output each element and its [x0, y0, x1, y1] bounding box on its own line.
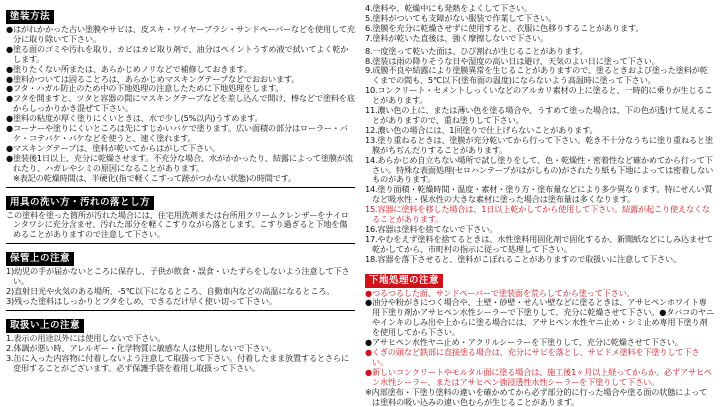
list-text: 塗り重ねるときは、塗膜が充分乾いてから行って下さい。乾き不十分なうちに塗り重ねると塗膜がちぢんだりすることがあります。 — [372, 134, 713, 155]
list-index: 17. — [365, 233, 378, 244]
list-item: ●塗装後1日以上、充分に乾燥させます。不充分な場合、水がかかったり、結露によって塗膜が流れたり、ハガレやシミの原因になることがあります。 — [6, 152, 353, 173]
list-item: この塗料を塗った箇所が汚れた場合には、住宅用洗剤または台所用クリームクレンザーをナイロンタワシに充分含ませ、汚れた部分を軽くこすりながら落とします。こすり過ぎると下地を傷めることがありますので注意して下さい。 — [6, 209, 349, 240]
right-column — [363, 3, 715, 407]
section-coating-notes — [365, 4, 714, 44]
list-index: 18. — [365, 253, 378, 264]
list-item: 5.塗料がついても支障がない服装で作業して下さい。 — [365, 12, 557, 23]
list-item: ●マスキングテープは、塗料が乾いてからはがして下さい。 — [6, 142, 220, 153]
list-text: 一度塗って乾いた面は、ひび割れが生じることがあります。 — [372, 45, 588, 56]
section-storage — [6, 246, 355, 307]
storage-list — [6, 267, 355, 307]
list-item: 2.体調が悪い時、アレルギー・化学物質に敏感な人は使用しないで下さい。 — [6, 342, 277, 353]
list-text: 濃い色の上に、または薄い色を塗る場合や、うすめて塗った場合は、下の色が透けて見えることがありますので、重ね塗りして下さい。 — [372, 105, 713, 125]
list-text: 塗装は雨の降りそうな日や湿度の高い日は避け、天気のよい日に塗って下さい。 — [372, 55, 660, 66]
list-item: 4.塗料や、乾燥中にも発熱をよくして下さい。 — [365, 3, 532, 13]
list-item: ●フタ・ハガル防止のため中の下地処理の注意したために下地処理をします。 — [6, 83, 284, 94]
list-item: ※内部塗布・下塗り塗料の違いを確かめてから必ず部分的に行った場合や塗る面の状態によっては塗料の吸い込みの違い色むらが生じることがあります。 — [365, 386, 708, 407]
list-item: ●塗料かついては固ることろは、あらかじめマスキングテープなどでおおいます。 — [6, 73, 300, 84]
list-item: ●コーナーや塗りにくいところは先にすじかいバケで塗ります。広い面積の部分はローラー・バケ・コテバケ・バケなどを使うと、速く塗れます。 — [6, 123, 348, 143]
list-item: 1.表示の用途以外には使用しないで下さい。 — [6, 332, 166, 343]
list-text: やむをえず塗料を捨てるときは、水性塗料用固化剤で固化するか、新聞紙などにしみ込ませて乾かしてから、市町村の指示に従って処理して下さい。 — [372, 233, 713, 254]
list-item — [365, 66, 714, 86]
list-index: 12. — [365, 124, 378, 135]
coating-method-list — [6, 25, 355, 184]
list-item: ●塗る面のゴミや汚れを取り、カビはカビ取り剤で、油分はペイントうすめ液で拭いてよく乾かします。 — [6, 43, 349, 64]
product-notes-list — [365, 47, 714, 265]
list-item: 2)直射日光や火気のある場所、-5℃以下になるところ、自動車内などの高温になるところ。 — [6, 286, 335, 297]
section-substrate-notes — [365, 268, 714, 407]
list-item — [365, 136, 714, 156]
left-column — [6, 4, 357, 396]
list-item: ●塗りたくない所または、あらかじめノリなどで補修しておきます。 — [6, 63, 252, 74]
list-text: 容器を落下させると、塗料がこぼれることがありますので取扱いに注意して下さい。 — [377, 253, 681, 264]
list-index: 14. — [365, 184, 378, 195]
list-index: 11. — [365, 105, 378, 116]
list-index: 15. — [365, 204, 378, 215]
section-title-handling: 取扱い上の注意 — [6, 319, 84, 333]
list-item-warning: ●つるつるした面、サンドペーパーで塗装面を荒らしてから塗って下さい。 — [365, 287, 635, 298]
list-index: 8. — [365, 45, 373, 56]
list-index: 8. — [365, 55, 373, 66]
section-product-notes — [365, 47, 714, 265]
divider — [6, 310, 355, 311]
section-cleanup — [6, 190, 355, 241]
section-title-coating-method: 塗装方法 — [6, 10, 54, 24]
section-title-cleanup: 用具の洗い方・汚れの落とし方 — [6, 196, 154, 210]
list-item: ●アサヒペン水性ヤニ止め・アクリルシーラーを下塗りして、充分に乾燥させて下さい。 — [365, 337, 683, 348]
section-title-substrate-notes: 下地処理の注意 — [365, 274, 443, 288]
list-item: ●油分や粉がきにつく場合や、土壁・砂壁・せんい壁などに塗るときは、アサヒペンホワイト専用下塗り剤かアサヒペン水性シーラーで下塗りして、充分に乾燥させて下さい。●タバコのヤニやインキのしみ出や上からに塗る場合には、アサヒペン水性ヤニ止め・シミ止め専用下塗り剤を使用してから下さい。 — [365, 297, 715, 338]
list-item: 1)幼児の手が届かないところに保存し、子供が飲食・誤食・いたずらをしないよう注意して下さい。 — [6, 266, 350, 287]
list-item — [365, 86, 714, 106]
list-index: 13. — [365, 134, 378, 145]
list-item — [365, 255, 714, 265]
section-title-storage: 保管上の注意 — [6, 252, 74, 266]
list-text: 容器は塗料を捨てないで下さい。 — [377, 223, 498, 234]
list-item: ●塗料の粘度が厚く塗りにくいときは、水で少し(5%以内)うすめます。 — [6, 113, 263, 124]
list-item-warning: ●新しいコンクリートやモルタル面に塗る場合は、施工後1ヶ月以上経ってからか、必ずアサヒペン水性シーラー、またはアサヒペン強浸透性水性シーラーを下塗りして下さい。 — [365, 366, 712, 387]
list-item: ●フタを開ますと、ツタと容器の間にマスキングテープなどを差し込んで開け、棒などで塗料を底からしっかりかき混ぜて下さい。 — [6, 93, 355, 114]
list-item-warning — [365, 205, 714, 225]
divider — [6, 243, 355, 244]
cleanup-list — [6, 211, 355, 241]
list-item: 6.塗膜を充分に乾燥させずに使用すると、衣服に色移りすることがあります。 — [365, 22, 644, 33]
list-index: 9. — [365, 65, 373, 76]
list-text: あらかじめ自立ちない場所で試し塗りをして、色・乾燥性・密着性など確かめてから行って下さい。特殊な表面処理(セロハンテープがはがしもの)がされたり紙も下地によっては密着しないものがあります。 — [372, 154, 714, 185]
divider — [6, 187, 355, 188]
list-item: 3.缶に入った内容物に付着しないよう注意して取扱って下さい。付着したまま放置するとさらに変形することがございます。必ず保護手袋を着用し取扱って下さい。 — [6, 352, 349, 373]
list-text: 容器に塗料を移した場合は、1日以上乾かしてから使用して下さい。結露が起こり使えなくなることがあります。 — [372, 204, 710, 225]
list-item — [365, 156, 714, 186]
list-text: コンクリート・セメントしっくいなどのアルカリ素材の上に塗ると、一時的に乗りが生じることがあります。 — [372, 85, 713, 106]
coating-notes-list — [365, 4, 714, 44]
handling-list — [6, 334, 355, 374]
substrate-notes-list — [365, 289, 714, 407]
list-item: ●はがれかかった古い塗膜やサビは、皮スキ・ワイヤーブラシ・サンドペーパーなどを使用して充分に取り除いて下さい。 — [6, 24, 355, 44]
list-index: 16. — [365, 223, 378, 234]
list-text: 成膜不良や結露により塗膜異常を生じることがありますので、塗るときおよび塗った塗料が乾くまでの間も、5℃以下(塗布面の温度)にならないよう高温時に塗って下さい。 — [372, 65, 708, 86]
section-handling — [6, 313, 355, 374]
list-item-warning: ●くぎの頭など鉄部に直接塗る場合は、充分にサビを落とし、サビドメ塗料を下塗りして下さい。 — [365, 347, 700, 367]
list-text: 濃い色の場合には、1回塗りで仕上げらないことがあります。 — [377, 124, 598, 135]
section-coating-method — [6, 4, 355, 184]
list-item: 7.塗料が乾いた直後は、強く摩擦しないで下さい。 — [365, 32, 549, 43]
list-item — [365, 185, 714, 205]
list-item-note: ※表記の乾燥時間は、半硬化(指で軽くこすって跡がつかない状態)の時間です。 — [13, 172, 297, 183]
list-item: 3)残った塗料はしっかりとフタをしめ、できるだけ早く使い切って下さい。 — [6, 295, 277, 306]
list-text: 塗り面積・乾燥時間・温度・素材・塗り方・塗布量などにより多少異なります。特にせんい質など吸水性・保水性の大きな素材に塗った場合は塗布量は多くなります。 — [372, 184, 713, 205]
list-index: 10. — [365, 85, 378, 96]
list-item — [365, 235, 714, 255]
list-index: 14. — [365, 154, 378, 165]
list-item — [365, 106, 714, 126]
